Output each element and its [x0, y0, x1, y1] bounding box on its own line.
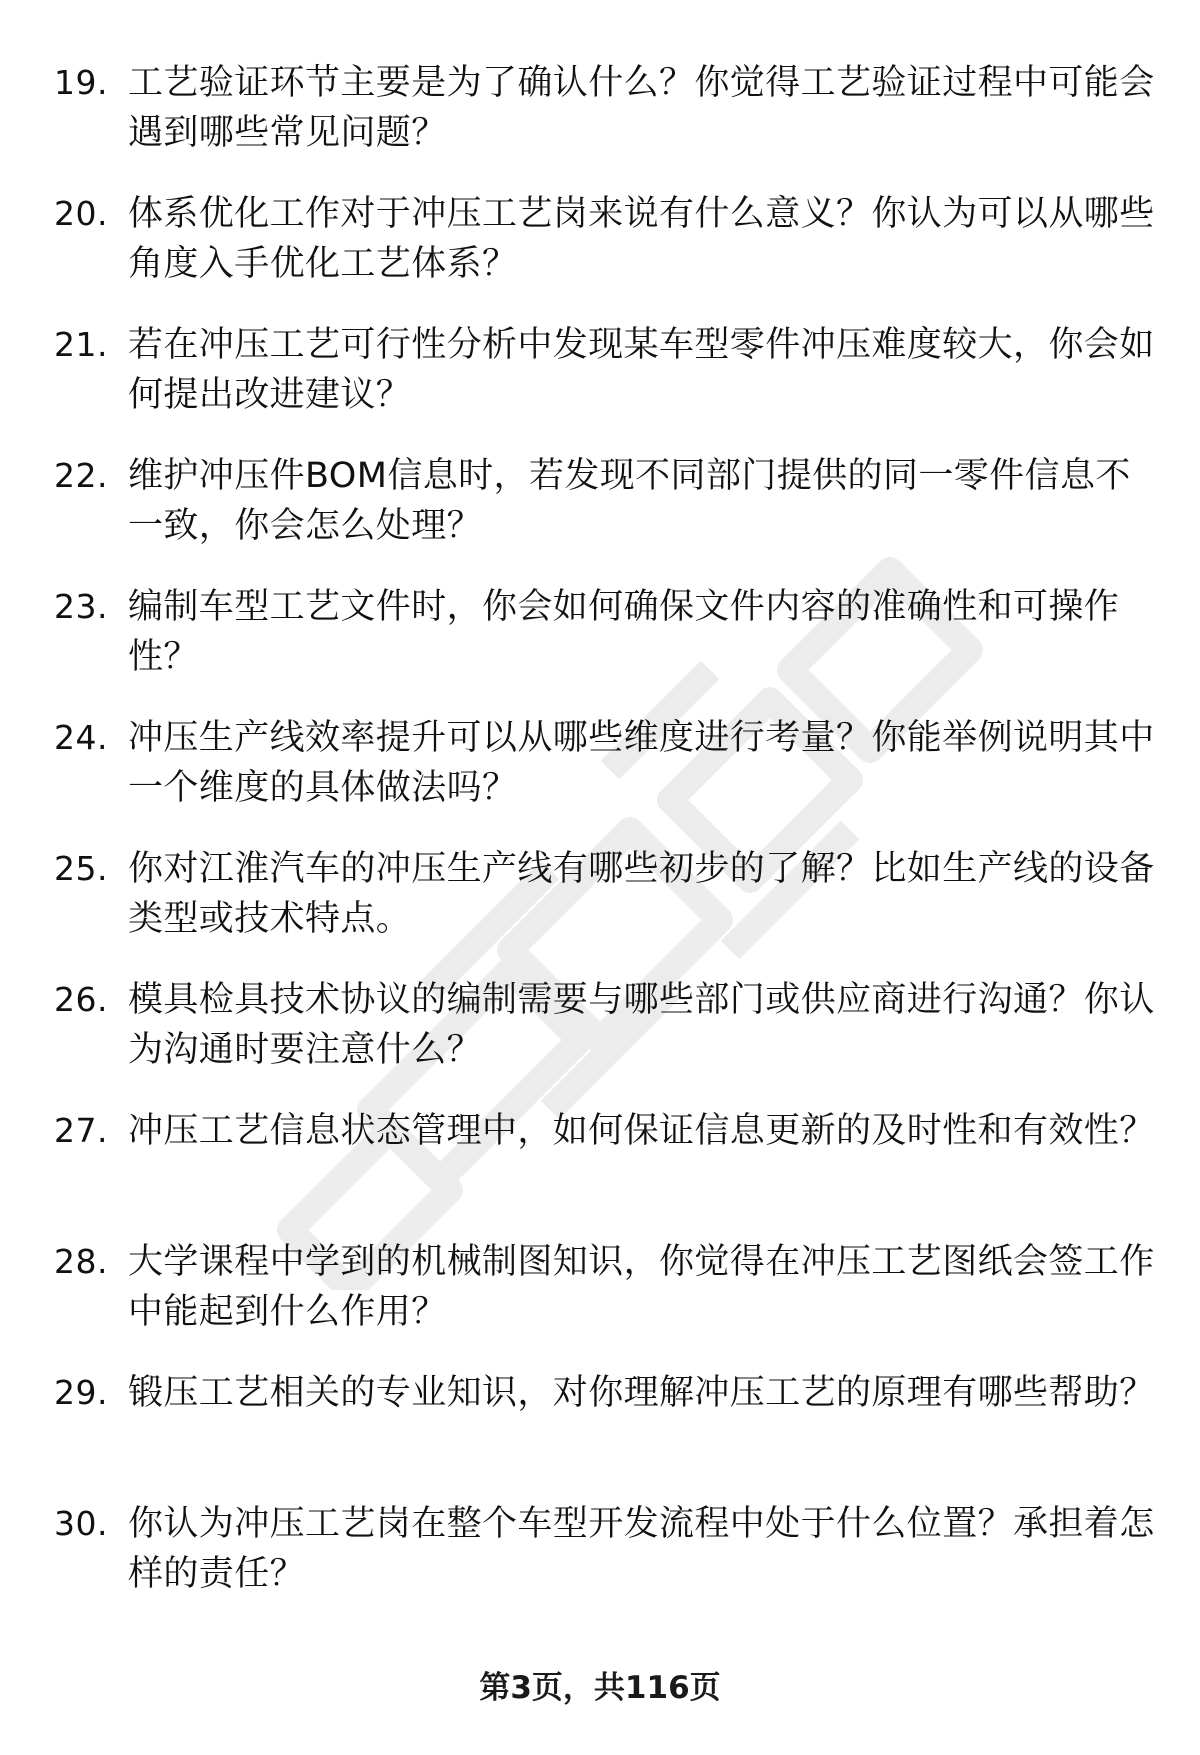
question-number: 21.: [54, 325, 108, 364]
question-text: 工艺验证环节主要是为了确认什么？你觉得工艺验证过程中可能会遇到哪些常见问题？: [128, 63, 1155, 153]
list-item: [0, 1368, 1200, 1499]
question-text: 大学课程中学到的机械制图知识，你觉得在冲压工艺图纸会签工作中能起到什么作用？: [128, 1242, 1155, 1332]
question-list: [0, 58, 1200, 1630]
list-item: [0, 58, 1200, 189]
list-item: [0, 1237, 1200, 1368]
question-text: 冲压生产线效率提升可以从哪些维度进行考量？你能举例说明其中一个维度的具体做法吗？: [128, 718, 1155, 808]
list-item: [0, 582, 1200, 713]
list-item: [0, 975, 1200, 1106]
list-item: [0, 713, 1200, 844]
list-item: [0, 844, 1200, 975]
question-number: 28.: [54, 1242, 108, 1281]
question-number: 24.: [54, 718, 108, 757]
question-text: 锻压工艺相关的专业知识，对你理解冲压工艺的原理有哪些帮助？: [128, 1373, 1155, 1413]
question-number: 26.: [54, 980, 108, 1019]
list-item: [0, 320, 1200, 451]
list-item: [0, 189, 1200, 320]
question-number: 29.: [54, 1373, 108, 1412]
list-item: [0, 1499, 1200, 1630]
question-number: 25.: [54, 849, 108, 888]
question-number: 23.: [54, 587, 108, 626]
question-number: 20.: [54, 194, 108, 233]
question-text: 体系优化工作对于冲压工艺岗来说有什么意义？你认为可以从哪些角度入手优化工艺体系？: [128, 194, 1155, 284]
question-text: 你对江淮汽车的冲压生产线有哪些初步的了解？比如生产线的设备类型或技术特点。: [128, 849, 1155, 939]
question-number: 30.: [54, 1504, 108, 1543]
question-text: 若在冲压工艺可行性分析中发现某车型零件冲压难度较大，你会如何提出改进建议？: [128, 325, 1155, 415]
list-item: [0, 451, 1200, 582]
page-number-footer: 第3页，共116页: [479, 1670, 721, 1706]
question-text: 你认为冲压工艺岗在整个车型开发流程中处于什么位置？承担着怎样的责任？: [128, 1504, 1155, 1594]
question-text: 维护冲压件BOM信息时，若发现不同部门提供的同一零件信息不一致，你会怎么处理？: [128, 456, 1131, 546]
question-text: 编制车型工艺文件时，你会如何确保文件内容的准确性和可操作性？: [128, 587, 1120, 677]
question-number: 19.: [54, 63, 108, 102]
list-item: [0, 1106, 1200, 1237]
question-text: 模具检具技术协议的编制需要与哪些部门或供应商进行沟通？你认为沟通时要注意什么？: [128, 980, 1155, 1070]
question-number: 27.: [54, 1111, 108, 1150]
question-number: 22.: [54, 456, 108, 495]
question-text: 冲压工艺信息状态管理中，如何保证信息更新的及时性和有效性？: [128, 1111, 1155, 1151]
